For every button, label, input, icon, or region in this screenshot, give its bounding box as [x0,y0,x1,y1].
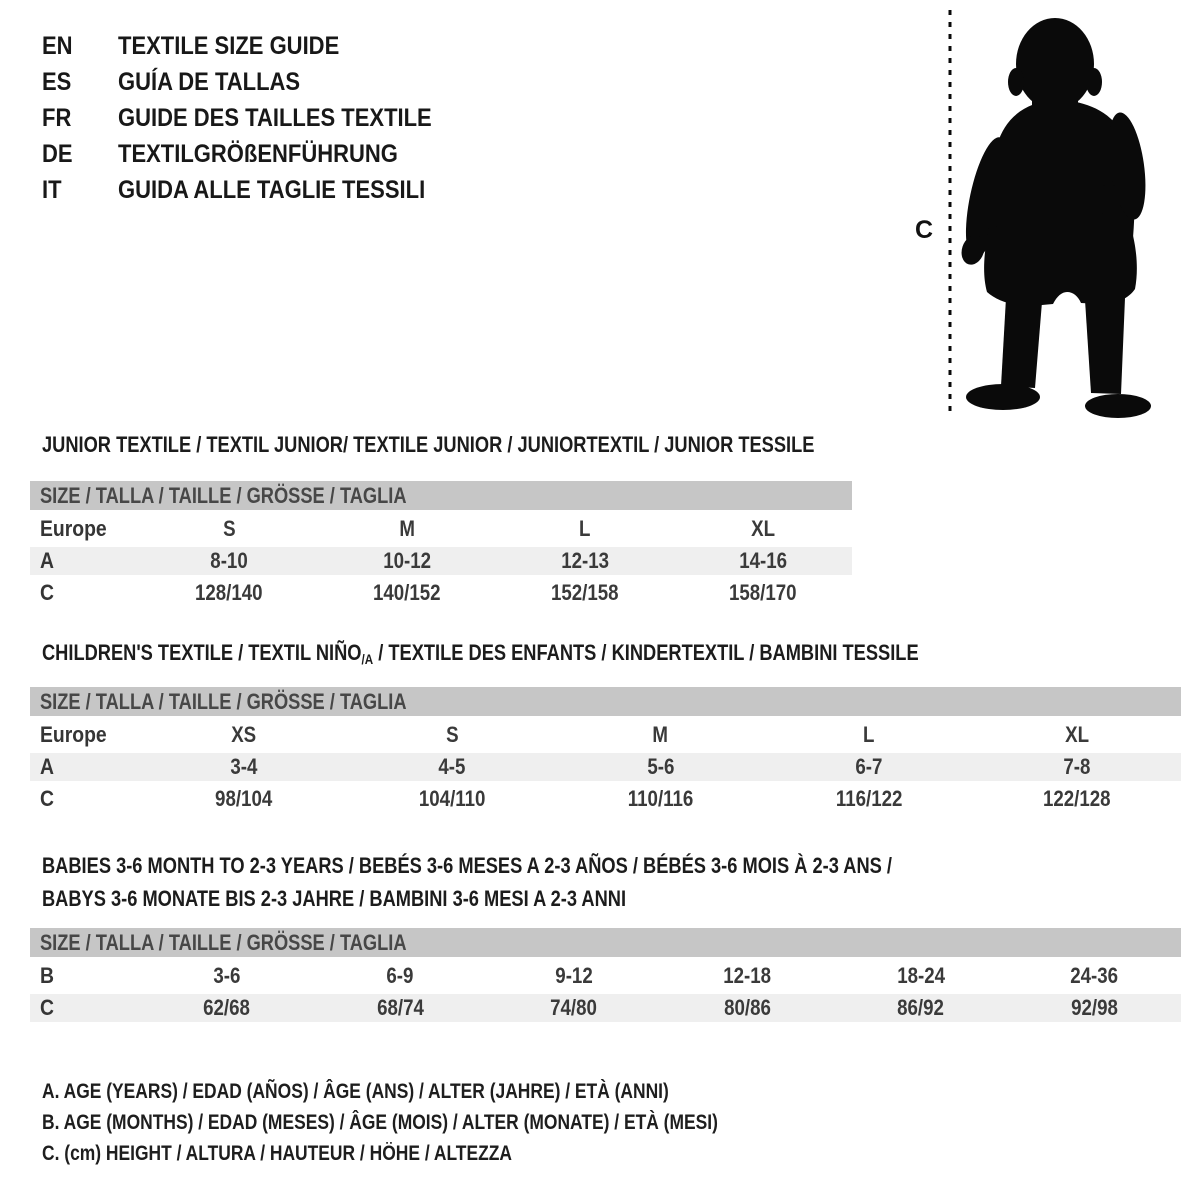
value-cell: 128/140 [195,580,263,605]
language-row [42,28,475,64]
size-header-band [30,481,852,510]
value-cell: 152/158 [551,580,619,605]
nino-a-subscript: /A [361,651,374,667]
value-cell: 10-12 [383,548,431,573]
babies-size-table [30,928,1181,1024]
value-cell: 9-12 [555,963,593,988]
value-cell: 122/128 [1043,786,1111,811]
value-cell: XL [751,516,775,541]
language-code: EN [42,31,73,60]
value-cell: 6-7 [855,754,883,779]
value-cell: L [579,516,591,541]
language-code: IT [42,175,62,204]
language-row [42,136,475,172]
value-cell: 68/74 [376,995,424,1020]
value-cell: 62/68 [203,995,251,1020]
table-row [30,577,852,609]
value-cell: 7-8 [1063,754,1091,779]
children-section-title: CHILDREN'S TEXTILE / TEXTIL NIÑO/A / TEXTILE DES ENFANTS / KINDERTEXTIL / BAMBINI TESSILE [42,640,919,667]
value-cell: S [222,516,236,541]
row-label: Europe [40,722,107,747]
row-label: C [40,786,54,811]
row-label: A [40,548,54,573]
row-label: A [40,754,54,779]
value-cell: 4-5 [438,754,466,779]
value-cell: S [446,722,459,747]
value-cell: 6-9 [386,963,414,988]
language-list [42,28,475,208]
size-header-label: SIZE / TALLA / TAILLE / GRÖSSE / TAGLIA [40,482,407,508]
value-cell: L [862,722,875,747]
junior-size-table [30,481,852,609]
figure [905,0,1165,430]
language-code: ES [42,67,72,96]
language-title: GUIDE DES TAILLES TEXTILE [118,103,432,132]
value-cell: XS [231,722,257,747]
row-label: C [40,995,54,1020]
language-title: TEXTILGRÖßENFÜHRUNG [118,139,398,168]
value-cell: 12-18 [723,963,772,988]
row-label: C [40,580,54,605]
value-cell: 24-36 [1070,963,1119,988]
value-cell: 74/80 [550,995,598,1020]
legend-line-c: C. (cm) HEIGHT / ALTURA / HAUTEUR / HÖHE / ALTEZZA [42,1142,512,1165]
language-row [42,100,475,136]
size-header-band [30,687,1181,716]
children-size-table [30,687,1181,815]
value-cell: M [652,722,669,747]
language-title: GUÍA DE TALLAS [118,67,301,96]
size-header-label: SIZE / TALLA / TAILLE / GRÖSSE / TAGLIA [40,688,407,714]
row-label: Europe [40,516,107,541]
value-cell: 158/170 [729,580,797,605]
row-label: B [40,963,54,988]
legend-line-b: B. AGE (MONTHS) / EDAD (MESES) / ÂGE (MOIS) / ALTER (MONATE) / ETÀ (MESI) [42,1111,718,1134]
babies-section-title: BABIES 3-6 MONTH TO 2-3 YEARS / BEBÉS 3-6 MESES A 2-3 AÑOS / BÉBÉS 3-6 MOIS À 2-3 ANS / BABYS 3-6 MONATE BIS 2-3 JAHRE / BAMBINI 3-6 MESI A 2-3 ANNI [42,853,892,911]
value-cell: 86/92 [897,995,945,1020]
height-measure-label: C [915,216,934,244]
table-row [30,751,1181,783]
value-cell: 110/116 [627,786,694,811]
table-row [30,960,1181,992]
junior-section-title: JUNIOR TEXTILE / TEXTIL JUNIOR/ TEXTILE JUNIOR / JUNIORTEXTIL / JUNIOR TESSILE [42,432,815,457]
size-header-band [30,928,1181,957]
language-code: DE [42,139,73,168]
value-cell: M [399,516,415,541]
value-cell: 92/98 [1070,995,1118,1020]
language-row [42,172,475,208]
value-cell: 5-6 [646,754,675,779]
value-cell: 8-10 [210,548,248,573]
value-cell: 3-6 [213,963,241,988]
value-cell: XL [1064,722,1089,747]
language-title: GUIDA ALLE TAGLIE TESSILI [118,175,426,204]
language-code: FR [42,103,72,132]
table-row [30,992,1181,1024]
table-row [30,719,1181,751]
legend-line-a: A. AGE (YEARS) / EDAD (AÑOS) / ÂGE (ANS) / ALTER (JAHRE) / ETÀ (ANNI) [42,1080,669,1103]
value-cell: 12-13 [561,548,609,573]
value-cell: 14-16 [739,548,787,573]
toddler-silhouette-icon [957,18,1151,418]
table-row [30,783,1181,815]
toddler-silhouette-graphic [905,0,1165,430]
value-cell: 18-24 [896,963,945,988]
table-row [30,545,852,577]
value-cell: 3-4 [230,754,258,779]
table-row [30,513,852,545]
value-cell: 116/122 [835,786,902,811]
value-cell: 80/86 [723,995,771,1020]
value-cell: 104/110 [419,786,486,811]
value-cell: 98/104 [215,786,273,811]
size-header-label: SIZE / TALLA / TAILLE / GRÖSSE / TAGLIA [40,929,407,955]
language-row [42,64,475,100]
value-cell: 140/152 [373,580,441,605]
measurement-legend [42,1076,856,1169]
language-title: TEXTILE SIZE GUIDE [118,31,340,60]
